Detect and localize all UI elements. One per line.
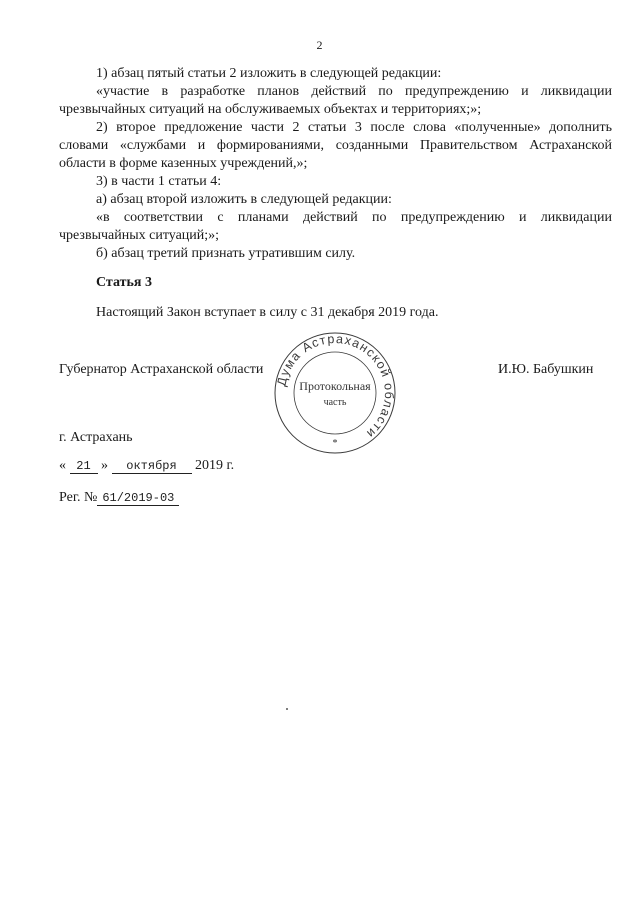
amendment-paragraph: 3) в части 1 статьи 4:: [96, 174, 222, 189]
amendment-paragraph: б) абзац третий признать утратившим силу.: [96, 246, 356, 261]
signing-date: [59, 458, 234, 474]
seal-ring-text: Дума Астраханской области: [274, 331, 397, 442]
page-number: 2: [316, 38, 323, 52]
governor-title: Губернатор Астраханской области: [59, 362, 264, 377]
registration-label: Рег. №: [59, 490, 98, 505]
date-close-quote: »: [101, 458, 108, 473]
amendment-paragraph: а) абзац второй изложить в следующей редакции:: [96, 192, 392, 207]
article-text: Настоящий Закон вступает в силу с 31 декабря 2019 года.: [96, 305, 439, 320]
registration-line: [59, 490, 179, 506]
amendments-text: [59, 65, 612, 263]
governor-name: И.Ю. Бабушкин: [498, 362, 594, 377]
amendment-paragraph: «участие в разработке планов действий по предупреждению и ликвидации чрезвычайных ситуаций на обслуживаемых объектах и территориях;»;: [59, 84, 612, 117]
date-year: 2019 г.: [195, 458, 235, 473]
article-heading: Статья 3: [96, 275, 152, 290]
date-day: 21: [70, 459, 98, 474]
date-open-quote: «: [59, 458, 66, 473]
seal-center-line2: часть: [323, 397, 347, 408]
official-seal-stamp: [272, 330, 398, 456]
place-of-signing: г. Астрахань: [59, 430, 133, 445]
amendment-paragraph: 2) второе предложение части 2 статьи 3 после слова «полученные» дополнить словами «службами и формированиями, созданными Правительством Астраханской области в форме казенных учреждений,»;: [59, 120, 612, 171]
registration-number: 61/2019-03: [97, 491, 179, 506]
seal-star: *: [332, 438, 338, 449]
seal-center-line1: Протокольная: [299, 379, 371, 393]
amendment-paragraph: «в соответствии с планами действий по предупреждению и ликвидации чрезвычайных ситуаций;»;: [59, 210, 612, 243]
date-month: октября: [112, 459, 192, 474]
scan-speck: [286, 708, 288, 710]
amendment-paragraph: 1) абзац пятый статьи 2 изложить в следующей редакции:: [96, 66, 442, 81]
